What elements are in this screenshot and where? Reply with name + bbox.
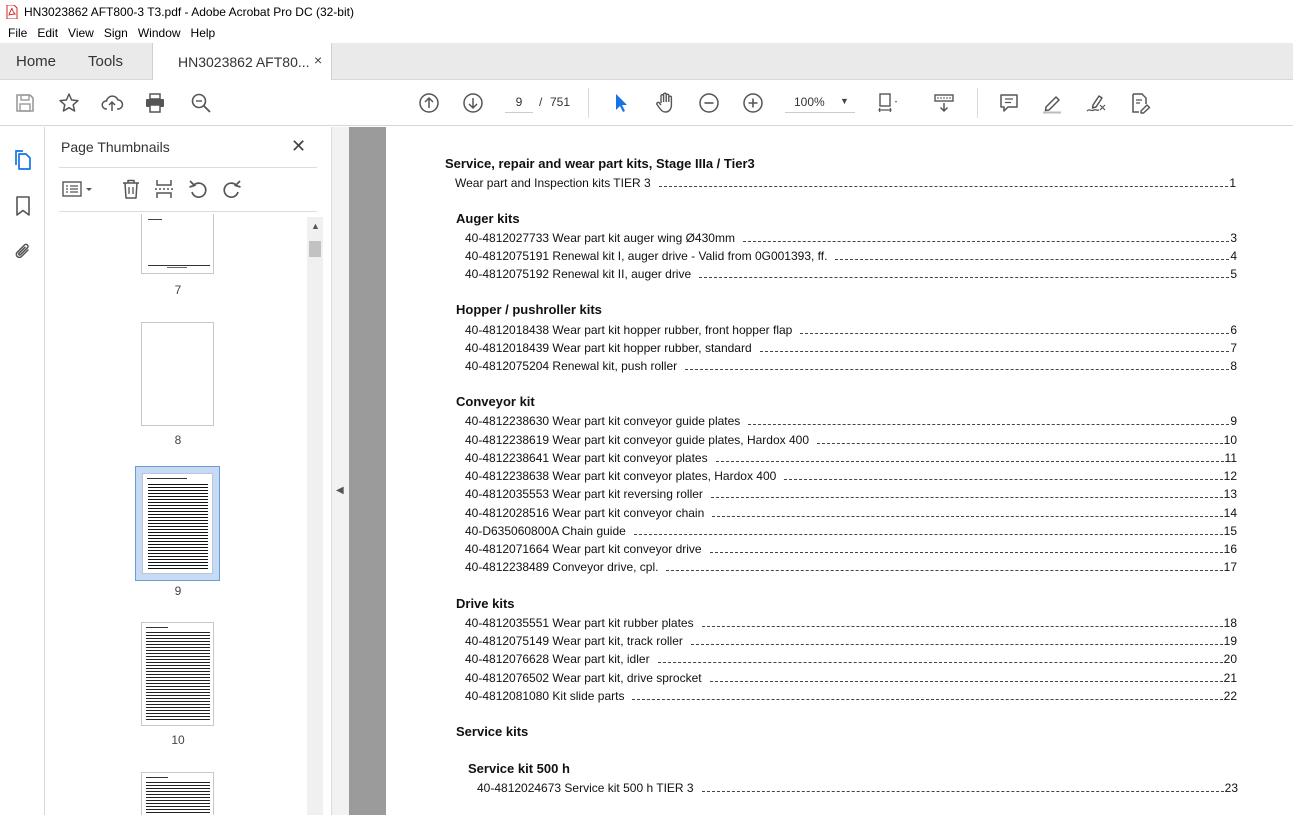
toc-entry-page: 12 xyxy=(1223,469,1237,483)
toc-entry-label: 40-4812076502 Wear part kit, drive sprocket xyxy=(465,671,702,685)
toc-leader-dots xyxy=(743,241,1229,242)
toc-entry[interactable] xyxy=(465,357,1237,373)
attachment-paperclip-icon[interactable] xyxy=(11,240,35,264)
toc-leader-dots xyxy=(748,424,1229,425)
collapse-panel-arrow-icon[interactable]: ◀ xyxy=(336,485,344,496)
toc-entry[interactable] xyxy=(465,485,1237,501)
document-viewport[interactable] xyxy=(349,127,1293,815)
thumbnail-text-line xyxy=(167,267,187,268)
thumbnail-page-8[interactable] xyxy=(141,322,214,426)
sign-pen-icon[interactable] xyxy=(1084,91,1108,115)
toc-leader-dots xyxy=(835,259,1229,260)
menu-help[interactable]: Help xyxy=(190,26,216,40)
redact-stamp-icon[interactable] xyxy=(1128,91,1152,115)
toc-entry-label: 40-4812027733 Wear part kit auger wing Ø430mm xyxy=(465,231,735,245)
thumbnail-text-block xyxy=(148,484,208,570)
toc-entry[interactable] xyxy=(465,321,1237,337)
toc-leader-dots xyxy=(760,351,1230,352)
panel-divider xyxy=(59,211,317,212)
toc-entry-page: 1 xyxy=(1229,176,1236,190)
toc-entry-label: 40-4812024673 Service kit 500 h TIER 3 xyxy=(477,781,694,795)
thumbnail-label: 10 xyxy=(171,733,185,747)
upload-cloud-icon[interactable] xyxy=(100,91,124,115)
panel-title: Page Thumbnails xyxy=(61,139,170,155)
tab-tools[interactable]: Tools xyxy=(88,53,124,70)
comment-icon[interactable] xyxy=(997,91,1021,115)
thumbnail-text-line xyxy=(146,777,168,778)
menu-view[interactable]: View xyxy=(68,26,94,40)
toc-entry-page: 3 xyxy=(1230,231,1237,245)
toc-leader-dots xyxy=(712,516,1222,517)
toc-entry-label: 40-4812071664 Wear part kit conveyor drive xyxy=(465,542,702,556)
toc-entry[interactable] xyxy=(465,412,1237,428)
page-thumbnails-icon[interactable] xyxy=(11,148,35,172)
thumbnail-text-line xyxy=(148,265,210,266)
toc-entry-label: 40-4812238641 Wear part kit conveyor plates xyxy=(465,451,708,465)
toc-entry-label: 40-4812238619 Wear part kit conveyor guide plates, Hardox 400 xyxy=(465,433,809,447)
toc-entry-page: 13 xyxy=(1223,487,1237,501)
toc-entry[interactable] xyxy=(465,431,1237,447)
toc-entry-label: 40-4812075204 Renewal kit, push roller xyxy=(465,359,678,373)
toc-entry-label: 40-4812075192 Renewal kit II, auger drive xyxy=(465,267,692,281)
menu-window[interactable]: Window xyxy=(137,26,181,40)
toc-entry-page: 7 xyxy=(1230,341,1237,355)
close-panel-icon[interactable]: ✕ xyxy=(291,136,307,156)
zoom-out-icon[interactable] xyxy=(697,91,721,115)
scroll-mode-icon[interactable] xyxy=(932,91,956,115)
tab-bar xyxy=(0,43,1293,80)
panel-splitter[interactable] xyxy=(331,127,349,815)
thumbnail-list xyxy=(59,214,307,815)
thumbnail-page-canvas xyxy=(142,473,213,574)
toc-entry[interactable] xyxy=(465,265,1237,281)
chevron-down-icon: ▼ xyxy=(840,96,849,106)
thumbnail-label: 8 xyxy=(174,433,182,447)
toc-entry-page: 9 xyxy=(1230,414,1237,428)
fit-page-icon[interactable] xyxy=(876,91,900,115)
thumbnail-label: 7 xyxy=(174,283,182,297)
toc-entry[interactable] xyxy=(465,558,1237,574)
thumbnail-text-line xyxy=(146,627,168,628)
page-thumbnails-panel xyxy=(45,127,331,815)
thumbnail-toolbar xyxy=(59,177,259,203)
highlight-pen-icon[interactable] xyxy=(1040,91,1064,115)
toc-entry-page: 14 xyxy=(1223,506,1237,520)
star-icon[interactable] xyxy=(57,91,81,115)
toc-leader-dots xyxy=(784,479,1222,480)
thumbnail-scrollbar[interactable] xyxy=(307,217,323,815)
tab-document-label: HN3023862 AFT80... xyxy=(178,54,310,70)
toc-entry[interactable] xyxy=(465,614,1237,630)
toc-entry-page: 23 xyxy=(1224,781,1238,795)
toolbar-divider xyxy=(977,88,978,118)
toc-entry-page: 15 xyxy=(1223,524,1237,538)
toc-section-heading: Drive kits xyxy=(456,596,515,611)
toc-entry-label: 40-4812081080 Kit slide parts xyxy=(465,689,625,703)
toc-leader-dots xyxy=(702,791,1224,792)
left-nav-rail xyxy=(0,127,45,815)
zoom-level-select[interactable] xyxy=(785,91,855,113)
page-total: 751 xyxy=(550,95,571,109)
toolbar-divider xyxy=(588,88,589,118)
toc-entry[interactable] xyxy=(465,504,1237,520)
toc-entry-page: 10 xyxy=(1223,433,1237,447)
thumbnail-options-icon[interactable] xyxy=(61,177,95,201)
toc-entry-page: 19 xyxy=(1223,634,1237,648)
thumbnail-text-line xyxy=(147,478,187,479)
menu-sign[interactable]: Sign xyxy=(103,26,128,40)
hand-tool-icon[interactable] xyxy=(653,91,677,115)
toc-entry-page: 17 xyxy=(1223,560,1237,574)
thumbnail-text-block xyxy=(146,782,210,815)
zoom-level-value: 100% xyxy=(794,95,825,109)
toc-main-heading: Service, repair and wear part kits, Stage IIIa / Tier3 xyxy=(445,156,755,171)
toc-entry-label: 40-4812075149 Wear part kit, track roller xyxy=(465,634,683,648)
toc-entry-page: 22 xyxy=(1223,689,1237,703)
toc-entry[interactable] xyxy=(465,540,1237,556)
toc-leader-dots xyxy=(691,644,1223,645)
menu-edit[interactable]: Edit xyxy=(37,26,59,40)
toc-entry-label: 40-4812075191 Renewal kit I, auger drive - Valid from 0G001393, ff. xyxy=(465,249,828,263)
menu-bar xyxy=(0,23,1293,43)
menu-file[interactable]: File xyxy=(8,26,28,40)
next-page-icon[interactable] xyxy=(461,91,485,115)
toc-entry-page: 4 xyxy=(1230,249,1237,263)
toc-leader-dots xyxy=(666,570,1222,571)
toc-entry[interactable] xyxy=(465,449,1237,465)
scroll-up-arrow-icon[interactable]: ▲ xyxy=(311,221,320,231)
toc-entry[interactable] xyxy=(465,229,1237,245)
toc-entry-page: 20 xyxy=(1223,652,1237,666)
toc-section-heading: Hopper / pushroller kits xyxy=(456,302,602,317)
toc-leader-dots xyxy=(710,552,1223,553)
bookmark-icon[interactable] xyxy=(11,194,35,218)
toc-leader-dots xyxy=(634,534,1223,535)
toc-leader-dots xyxy=(702,626,1223,627)
tab-close-icon[interactable]: × xyxy=(314,52,323,68)
toc-entry-label: 40-4812238638 Wear part kit conveyor plates, Hardox 400 xyxy=(465,469,777,483)
toc-section-heading: Service kits xyxy=(456,724,529,739)
toc-entry-label: 40-4812035553 Wear part kit reversing roller xyxy=(465,487,703,501)
toc-entry[interactable] xyxy=(455,174,1236,190)
thumbnail-page-7[interactable] xyxy=(141,214,214,274)
toc-entry-label: 40-4812076628 Wear part kit, idler xyxy=(465,652,650,666)
thumbnail-page-10[interactable] xyxy=(141,622,214,726)
toc-leader-dots xyxy=(658,662,1223,663)
pdf-page xyxy=(386,127,1293,815)
rotate-clockwise-icon[interactable] xyxy=(220,177,244,201)
toc-entry[interactable] xyxy=(465,632,1237,648)
tab-document[interactable] xyxy=(152,43,332,80)
title-bar xyxy=(0,0,1293,23)
delete-trash-icon[interactable] xyxy=(119,177,143,201)
toc-leader-dots xyxy=(685,369,1229,370)
toc-subsection-heading: Service kit 500 h xyxy=(468,761,570,776)
toc-entry[interactable] xyxy=(465,522,1237,538)
panel-divider xyxy=(59,167,317,168)
page-number-input[interactable] xyxy=(505,91,533,113)
toc-leader-dots xyxy=(659,186,1229,187)
toc-section-heading: Auger kits xyxy=(456,211,520,226)
toc-leader-dots xyxy=(817,443,1223,444)
toc-entry-page: 21 xyxy=(1223,671,1237,685)
toc-entry-label: Wear part and Inspection kits TIER 3 xyxy=(455,176,651,190)
toc-section-heading: Conveyor kit xyxy=(456,394,535,409)
toc-entry-label: 40-4812028516 Wear part kit conveyor chain xyxy=(465,506,705,520)
toc-leader-dots xyxy=(711,497,1223,498)
toc-entry[interactable] xyxy=(465,669,1237,685)
toc-entry[interactable] xyxy=(465,467,1237,483)
toc-entry-label: 40-4812018438 Wear part kit hopper rubber, front hopper flap xyxy=(465,323,793,337)
toc-entry-page: 5 xyxy=(1230,267,1237,281)
save-icon[interactable] xyxy=(13,91,37,115)
toc-entry-page: 8 xyxy=(1230,359,1237,373)
thumbnail-text-line xyxy=(148,219,162,220)
toc-leader-dots xyxy=(710,681,1223,682)
main-toolbar xyxy=(0,80,1293,126)
insert-page-icon[interactable] xyxy=(152,177,176,201)
thumbnail-page-11[interactable] xyxy=(141,772,214,815)
rotate-counterclockwise-icon[interactable] xyxy=(186,177,210,201)
toc-entry-page: 16 xyxy=(1223,542,1237,556)
toc-leader-dots xyxy=(716,461,1224,462)
toc-entry[interactable] xyxy=(465,687,1237,703)
thumbnail-label: 9 xyxy=(174,584,182,598)
toc-leader-dots xyxy=(800,333,1229,334)
toc-entry-label: 40-4812018439 Wear part kit hopper rubber, standard xyxy=(465,341,752,355)
toc-entry-label: 40-4812238630 Wear part kit conveyor guide plates xyxy=(465,414,741,428)
toc-leader-dots xyxy=(699,277,1229,278)
toc-entry-page: 11 xyxy=(1224,451,1237,465)
toc-entry-page: 6 xyxy=(1230,323,1237,337)
toc-leader-dots xyxy=(632,699,1222,700)
toc-entry[interactable] xyxy=(477,779,1238,795)
pdf-app-icon xyxy=(6,5,18,19)
window-title: HN3023862 AFT800-3 T3.pdf - Adobe Acrobat Pro DC (32-bit) xyxy=(24,4,354,19)
toc-entry-label: 40-4812238489 Conveyor drive, cpl. xyxy=(465,560,659,574)
zoom-search-icon[interactable] xyxy=(189,91,213,115)
toc-entry[interactable] xyxy=(465,650,1237,666)
page-separator: / xyxy=(539,95,543,109)
tab-home[interactable]: Home xyxy=(16,53,57,70)
thumbnail-page-9-selected[interactable] xyxy=(135,466,220,581)
toc-entry[interactable] xyxy=(465,339,1237,355)
scrollbar-thumb[interactable] xyxy=(309,241,321,257)
toc-entry-label: 40-4812035551 Wear part kit rubber plates xyxy=(465,616,694,630)
previous-page-icon[interactable] xyxy=(417,91,441,115)
toc-entry-label: 40-D635060800A Chain guide xyxy=(465,524,626,538)
toc-entry-page: 18 xyxy=(1223,616,1237,630)
thumbnail-text-block xyxy=(146,632,210,722)
select-cursor-icon[interactable] xyxy=(609,91,633,115)
toc-entry[interactable] xyxy=(465,247,1237,263)
print-icon[interactable] xyxy=(143,91,167,115)
zoom-in-icon[interactable] xyxy=(741,91,765,115)
